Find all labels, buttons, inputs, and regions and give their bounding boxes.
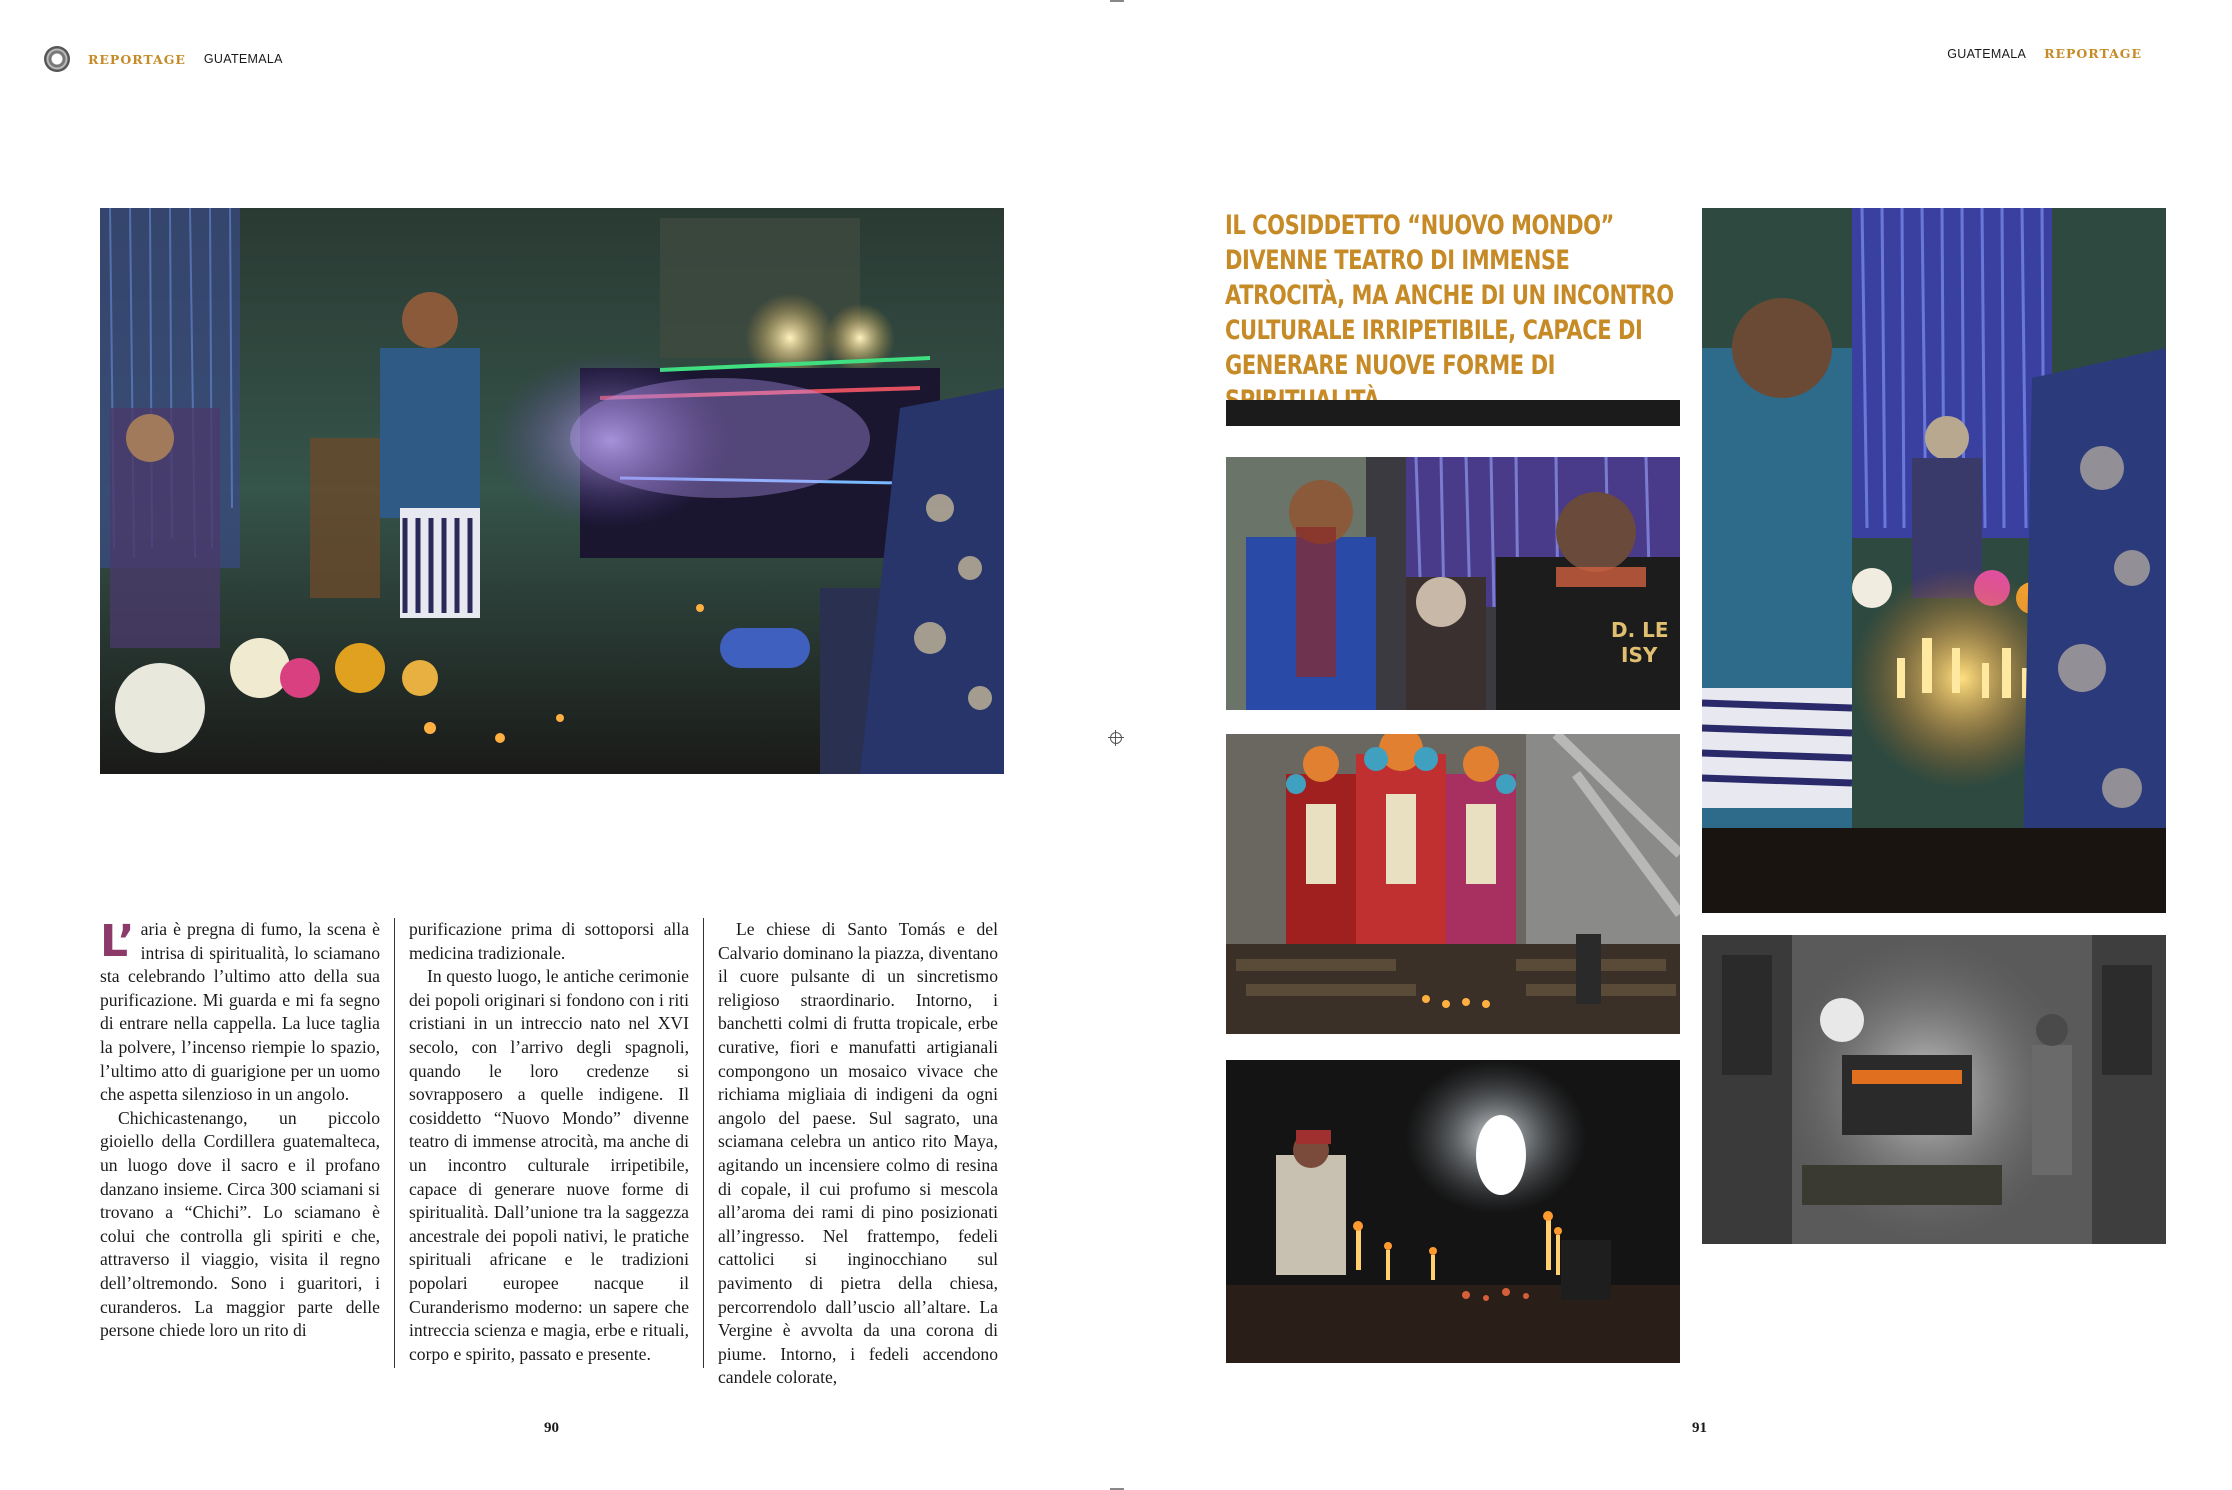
paragraph <box>100 1107 380 1343</box>
dropcap: L’ <box>100 916 135 967</box>
paragraph: purificazione prima di sottoporsi alla medicina tradizionale. <box>409 919 689 963</box>
article-body <box>100 918 998 1390</box>
magazine-logo-icon <box>44 46 70 72</box>
column-rule <box>703 918 704 1368</box>
photo-smoky-room <box>1702 935 2166 1244</box>
photo-healer-patient <box>1226 457 1680 710</box>
registration-mark <box>1108 730 1124 746</box>
photo-shaman-chapel <box>100 208 1004 774</box>
shirt-text-line1: D. LE <box>1611 618 1669 642</box>
topic-label: GUATEMALA <box>1947 46 2027 61</box>
pull-quote: IL COSIDDETTO “NUOVO MONDO” DIVENNE TEATRO DI IMMENSE ATROCITÀ, MA ANCHE DI UN INCONTRO CULTURALE IRRIPETIBILE, CAPACE DI GENERARE NUOVE FORME DI <box>1225 210 1674 381</box>
photo-shrine-candles <box>1702 208 2166 913</box>
paragraph: In questo luogo, le antiche cerimonie dei popoli originari si fondono con i riti cristiani in un intreccio nato nel XVI secolo, con l’arrivo degli spagnoli, quando le loro credenze si sovrapposero a quelle indigene. Il cosiddetto “Nuovo Mondo” divenne teatro di immense atrocità, ma anche di un incontro culturale irripetibile, capace di generare nuove forme di spiritualità. Dall’unione tra la saggezza ancestrale dei popoli nativi, le pratiche spirituali africane e le tradizioni popolari europee nacque il Curanderismo moderno: un sapere che intreccia scienza e magia, erbe e rituali, corpo e spirito, passato e presente. <box>409 966 689 1364</box>
section-label: REPORTAGE <box>2044 46 2142 61</box>
section-label: REPORTAGE <box>88 51 186 67</box>
paragraph-text: Chichicastenango, un piccolo gioiello della Cordillera guatemalteca, un luogo dove il sacro e il profano danzano insieme. Circa 300 sciamani si trovano a “Chichi”. Lo sciamano è colui che controlla gli spiriti e che, attraverso il viaggio, visita il regno dell’oltremondo. Sono i guaritori, i curanderos. La maggior parte delle persone chiede loro un rito di <box>100 1107 380 1341</box>
photo-candle-ritual <box>1226 1060 1680 1363</box>
topic-label: GUATEMALA <box>203 52 283 66</box>
crop-mark-top <box>1110 0 1124 2</box>
paragraph: Le chiese di Santo Tomás e del Calvario dominano la piazza, diventano il cuore pulsante di un sincretismo religioso straordinario. Intorno, i banchetti colmi di frutta tropicale, erbe curative, fiori e manufatti artigianali compongono un mosaico vivace che richiama migliaia di indigeni da ogni angolo del paese. Sul sagrato, una sciamana celebra un antico rito Maya, agitando un incensiere colmo di resina di copale, il cui profumo si mescola all’aroma dei rami di pino posizionati all’ingresso. Nel frattempo, fedeli cattolici si inginocchiano sul pavimento di pietra della chiesa, percorrendolo dall’uscio all’altare. La Vergine è avvolta da una corona di piume. Intorno, i fedeli accendono candele colorate, <box>718 919 998 1388</box>
left-page-header <box>44 46 283 72</box>
right-page-header <box>1947 46 2142 61</box>
article-column-2 <box>409 918 689 1390</box>
page-number-left: 90 <box>544 1420 559 1436</box>
photo-church-altar <box>1226 734 1680 1034</box>
pull-quote-bar <box>1226 400 1680 426</box>
page-number-right: 91 <box>1692 1420 1707 1436</box>
column-rule <box>394 918 395 1368</box>
shirt-text-line2: ISY <box>1621 643 1658 667</box>
article-column-3 <box>718 918 998 1390</box>
paragraph: aria è pregna di fumo, la scena è intrisa di spiritualità, lo sciamano sta celebrando l’ultimo atto della sua purificazione. Mi guarda e mi fa segno di entrare nella cappella. La luce taglia la polvere, l’incenso riempie lo spazio, l’ultimo atto di guarigione per un uomo che aspetta silenzioso in un angolo. <box>100 919 380 1105</box>
article-column-1 <box>100 918 380 1390</box>
